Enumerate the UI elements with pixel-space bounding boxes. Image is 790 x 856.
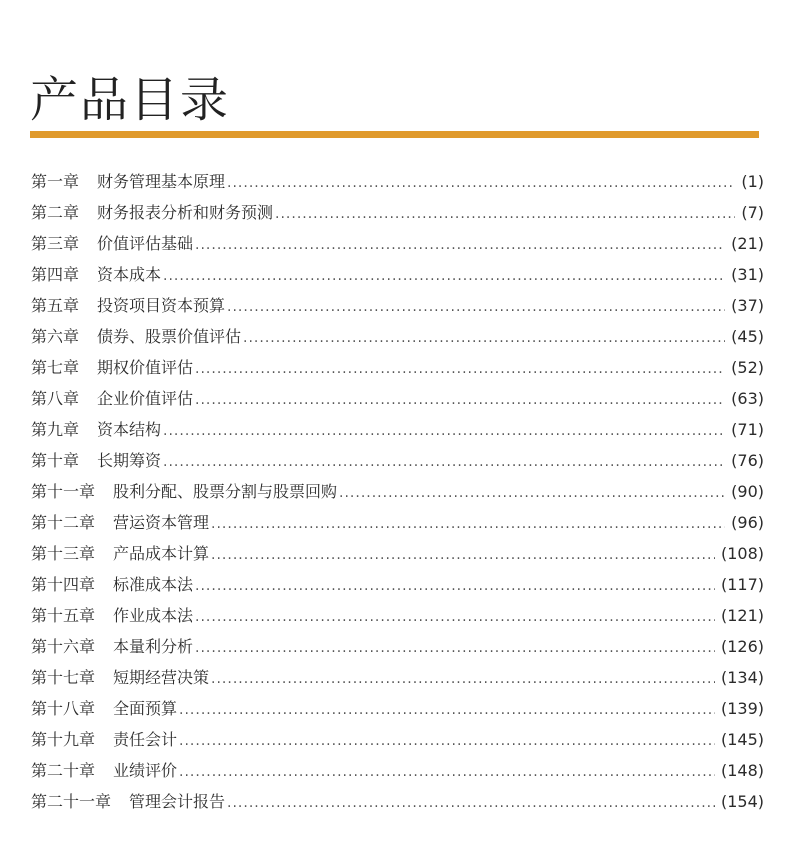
toc-dot-leader: [227, 168, 735, 199]
toc-entry[interactable]: [31, 290, 764, 321]
toc-entry[interactable]: [31, 538, 764, 569]
toc-dot-leader: [195, 602, 715, 633]
toc-chapter-number: 第十九章: [31, 730, 96, 749]
toc-page-number: (45): [731, 327, 764, 346]
toc-chapter-title: 全面预算: [113, 699, 178, 718]
toc-chapter-number: 第十六章: [31, 637, 96, 656]
toc-page-number: (7): [741, 203, 764, 222]
title-divider: [30, 131, 759, 138]
toc-entry[interactable]: [31, 786, 764, 817]
toc-page-number: (139): [720, 699, 764, 718]
toc-dot-leader: [243, 323, 725, 354]
toc-page-number: (108): [720, 544, 764, 563]
toc-dot-leader: [227, 292, 725, 323]
toc-dot-leader: [179, 695, 715, 726]
toc-entry[interactable]: [31, 197, 764, 228]
toc-dot-leader: [339, 478, 725, 509]
toc-entry[interactable]: [31, 507, 764, 538]
toc-chapter-number: 第十八章: [31, 699, 96, 718]
toc-entry[interactable]: [31, 321, 764, 352]
toc-chapter-title: 资本成本: [97, 265, 162, 284]
toc-chapter-title: 债券、股票价值评估: [97, 327, 242, 346]
toc-dot-leader: [163, 261, 725, 292]
toc-chapter-title: 价值评估基础: [97, 234, 194, 253]
toc-entry[interactable]: [31, 600, 764, 631]
toc-dot-leader: [195, 385, 725, 416]
toc-entry[interactable]: [31, 755, 764, 786]
toc-entry[interactable]: [31, 693, 764, 724]
toc-dot-leader: [163, 416, 725, 447]
toc-dot-leader: [195, 230, 725, 261]
toc-entry[interactable]: [31, 662, 764, 693]
toc-chapter-title: 标准成本法: [113, 575, 194, 594]
toc-dot-leader: [227, 788, 715, 819]
toc-chapter-number: 第十章: [31, 451, 80, 470]
toc-chapter-number: 第五章: [31, 296, 80, 315]
toc-entry[interactable]: [31, 228, 764, 259]
toc-chapter-number: 第二章: [31, 203, 80, 222]
toc-dot-leader: [211, 664, 715, 695]
table-of-contents: [31, 166, 764, 817]
page-title: 产品目录: [30, 72, 231, 129]
toc-dot-leader: [179, 726, 715, 757]
toc-page-number: (126): [720, 637, 764, 656]
toc-chapter-number: 第十四章: [31, 575, 96, 594]
toc-chapter-number: 第一章: [31, 172, 80, 191]
toc-dot-leader: [163, 447, 725, 478]
toc-entry[interactable]: [31, 259, 764, 290]
toc-chapter-title: 本量利分析: [113, 637, 194, 656]
toc-chapter-title: 资本结构: [97, 420, 162, 439]
toc-entry[interactable]: [31, 476, 764, 507]
toc-page-number: (96): [731, 513, 764, 532]
toc-chapter-number: 第六章: [31, 327, 80, 346]
toc-chapter-title: 责任会计: [113, 730, 178, 749]
toc-chapter-title: 短期经营决策: [113, 668, 210, 687]
toc-page-number: (63): [731, 389, 764, 408]
toc-page-number: (148): [720, 761, 764, 780]
toc-dot-leader: [179, 757, 715, 788]
toc-chapter-number: 第十一章: [31, 482, 96, 501]
toc-dot-leader: [211, 540, 715, 571]
toc-page-number: (90): [731, 482, 764, 501]
toc-chapter-number: 第四章: [31, 265, 80, 284]
toc-page-number: (117): [720, 575, 764, 594]
toc-chapter-number: 第十七章: [31, 668, 96, 687]
toc-entry[interactable]: [31, 631, 764, 662]
toc-page-number: (37): [731, 296, 764, 315]
toc-dot-leader: [195, 354, 725, 385]
toc-chapter-title: 产品成本计算: [113, 544, 210, 563]
toc-page-number: (52): [731, 358, 764, 377]
toc-entry[interactable]: [31, 414, 764, 445]
toc-page-number: (71): [731, 420, 764, 439]
toc-page-number: (76): [731, 451, 764, 470]
toc-page-number: (31): [731, 265, 764, 284]
toc-chapter-number: 第二十章: [31, 761, 96, 780]
toc-entry[interactable]: [31, 445, 764, 476]
toc-chapter-number: 第十五章: [31, 606, 96, 625]
toc-entry[interactable]: [31, 569, 764, 600]
toc-chapter-title: 期权价值评估: [97, 358, 194, 377]
toc-chapter-number: 第十三章: [31, 544, 96, 563]
toc-chapter-title: 股利分配、股票分割与股票回购: [113, 482, 338, 501]
toc-page-number: (1): [741, 172, 764, 191]
toc-chapter-title: 财务管理基本原理: [97, 172, 226, 191]
toc-entry[interactable]: [31, 352, 764, 383]
toc-dot-leader: [195, 571, 715, 602]
toc-dot-leader: [195, 633, 715, 664]
toc-page-number: (134): [720, 668, 764, 687]
toc-dot-leader: [275, 199, 735, 230]
toc-chapter-title: 管理会计报告: [129, 792, 226, 811]
toc-chapter-title: 业绩评价: [113, 761, 178, 780]
toc-entry[interactable]: [31, 724, 764, 755]
toc-page-number: (21): [731, 234, 764, 253]
toc-chapter-title: 投资项目资本预算: [97, 296, 226, 315]
toc-page-number: (154): [720, 792, 764, 811]
toc-chapter-number: 第二十一章: [31, 792, 112, 811]
toc-chapter-title: 财务报表分析和财务预测: [97, 203, 274, 222]
toc-chapter-title: 长期筹资: [97, 451, 162, 470]
toc-page-number: (121): [720, 606, 764, 625]
toc-chapter-number: 第七章: [31, 358, 80, 377]
toc-chapter-title: 作业成本法: [113, 606, 194, 625]
toc-chapter-title: 营运资本管理: [113, 513, 210, 532]
toc-chapter-title: 企业价值评估: [97, 389, 194, 408]
toc-chapter-number: 第八章: [31, 389, 80, 408]
toc-chapter-number: 第十二章: [31, 513, 96, 532]
toc-page-number: (145): [720, 730, 764, 749]
toc-chapter-number: 第九章: [31, 420, 80, 439]
toc-entry[interactable]: [31, 166, 764, 197]
toc-entry[interactable]: [31, 383, 764, 414]
toc-chapter-number: 第三章: [31, 234, 80, 253]
toc-dot-leader: [211, 509, 725, 540]
